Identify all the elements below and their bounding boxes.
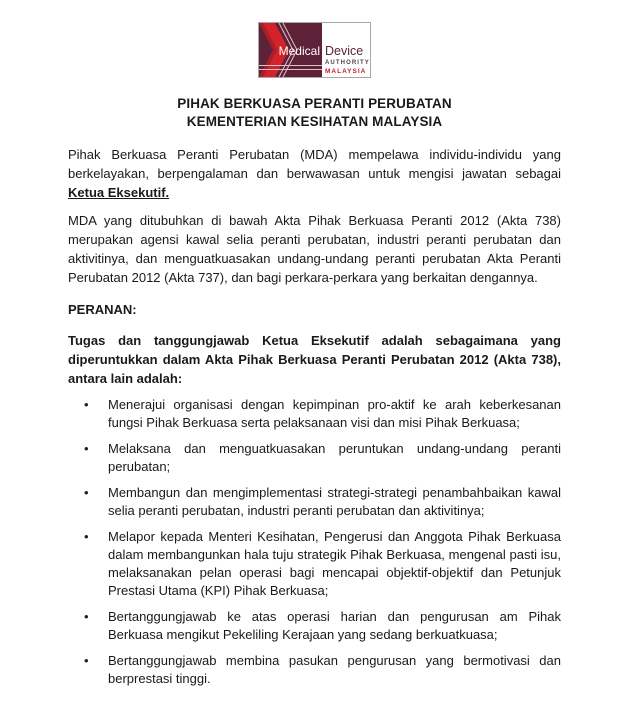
- logo-authority-text: AUTHORITY: [325, 60, 370, 66]
- duty-text: Membangun dan mengimplementasi strategi-strategi penambahbaikan kawal selia peranti perubatan, industri peranti perubatan dan aktivitinya;: [108, 485, 561, 518]
- mda-logo: [258, 22, 371, 78]
- duty-list-item: [68, 528, 561, 600]
- duty-list-item: [68, 484, 561, 520]
- title-line-2: KEMENTERIAN KESIHATAN MALAYSIA: [186, 114, 443, 129]
- duty-list-item: [68, 440, 561, 476]
- peranan-intro-paragraph: Tugas dan tanggungjawab Ketua Eksekutif adalah sebagaimana yang diperuntukkan dalam Akta Pihak Berkuasa Peranti Perubatan 2012 (Akta 738), antara lain adalah:: [68, 333, 561, 386]
- duty-list-item: [68, 608, 561, 644]
- bullet-icon: •: [84, 485, 89, 500]
- duty-text: Bertanggungjawab ke atas operasi harian dan pengurusan am Pihak Berkuasa mengikut Pekeliling Kerajaan yang sedang berkuatkuasa;: [108, 609, 561, 642]
- duties-list: [68, 396, 561, 688]
- logo-medical-text: Medical: [278, 44, 320, 58]
- duty-text: Melapor kepada Menteri Kesihatan, Pengerusi dan Anggota Pihak Berkuasa dalam membangunkan hala tuju strategik Pihak Berkuasa, mengenal pasti isu, melaksanakan pelan operasi bagi mencapai objektif-objektif dan Petunjuk Prestasi Utama (KPI) Pihak Berkuasa;: [108, 529, 561, 598]
- peranan-heading: PERANAN:: [68, 302, 137, 317]
- bullet-icon: •: [84, 609, 89, 624]
- duty-text: Bertanggungjawab membina pasukan pengurusan yang bermotivasi dan berprestasi tinggi.: [108, 653, 561, 686]
- bullet-icon: •: [84, 653, 89, 668]
- duty-list-item: [68, 652, 561, 688]
- position-title: Ketua Eksekutif.: [68, 185, 170, 200]
- about-paragraph: MDA yang ditubuhkan di bawah Akta Pihak Berkuasa Peranti 2012 (Akta 738) merupakan agensi kawal selia peranti perubatan, industri peranti perubatan dan aktivitinya, dan menguatkuasakan undang-undang peranti perubatan Akta Peranti Perubatan 2012 (Akta 737), dan bagi perkara-perkara yang berkaitan dengannya.: [68, 213, 561, 285]
- bullet-icon: •: [84, 441, 89, 456]
- logo-malaysia-text: MALAYSIA: [325, 68, 367, 75]
- page-title: [0, 95, 629, 131]
- logo-row: [0, 0, 629, 78]
- duty-text: Melaksana dan menguatkuasakan peruntukan undang-undang peranti perubatan;: [108, 441, 561, 474]
- bullet-icon: •: [84, 529, 89, 544]
- duty-text: Menerajui organisasi dengan kepimpinan pro-aktif ke arah keberkesanan fungsi Pihak Berkuasa serta pelaksanaan visi dan misi Pihak Berkuasa;: [108, 397, 561, 430]
- logo-device-text: Device: [325, 44, 364, 58]
- duty-list-item: [68, 396, 561, 432]
- title-line-1: PIHAK BERKUASA PERANTI PERUBATAN: [177, 96, 452, 111]
- intro-paragraph: [68, 145, 561, 202]
- document-body: [68, 145, 561, 688]
- intro-text: Pihak Berkuasa Peranti Perubatan (MDA) mempelawa individu-individu yang berkelayakan, berpengalaman dan berwawasan untuk mengisi jawatan sebagai: [68, 147, 561, 181]
- bullet-icon: •: [84, 397, 89, 412]
